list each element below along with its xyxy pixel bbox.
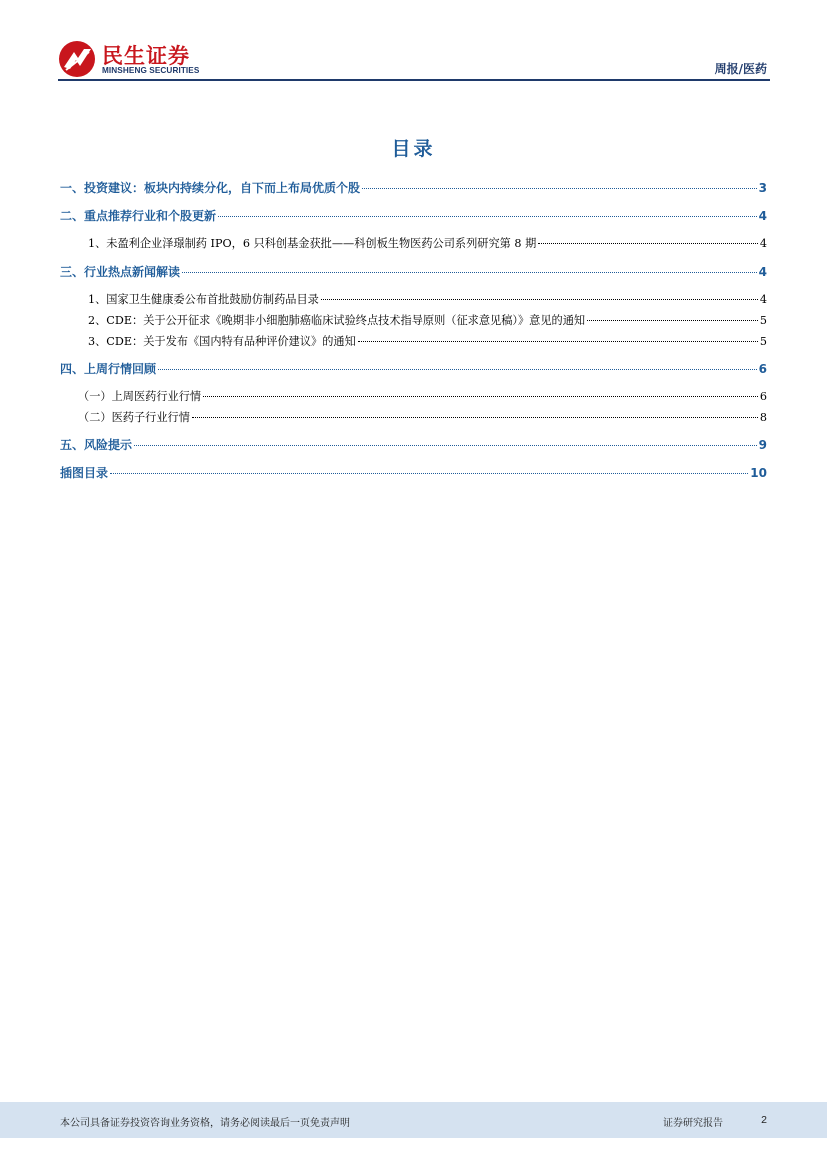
toc-entry[interactable] <box>60 180 767 196</box>
toc-entry[interactable] <box>88 313 767 329</box>
toc-entry-page: 9 <box>758 438 767 452</box>
toc-leader-dots <box>218 215 757 217</box>
toc-leader-dots <box>538 242 758 244</box>
toc-entry-label: 一、投资建议：板块内持续分化，自下而上布局优质个股 <box>60 181 361 195</box>
toc-entry[interactable] <box>78 389 767 405</box>
toc-leader-dots <box>321 298 758 300</box>
toc-entry[interactable] <box>60 264 767 280</box>
toc-entry-page: 8 <box>759 411 767 424</box>
toc-entry-page: 5 <box>759 314 767 327</box>
toc-title: 目录 <box>391 138 436 160</box>
toc-leader-dots <box>192 416 758 418</box>
toc-entry-label: 二、重点推荐行业和个股更新 <box>60 209 217 223</box>
toc-entry-label: （二）医药子行业行情 <box>78 411 190 424</box>
toc-entry-page: 3 <box>758 181 767 195</box>
toc-entry-label: 3、CDE：关于发布《国内特有品种评价建议》的通知 <box>88 335 356 348</box>
toc-entry[interactable] <box>60 208 767 224</box>
toc-entry-page: 6 <box>758 362 767 376</box>
toc-entry-label: （一）上周医药行业行情 <box>78 390 202 403</box>
toc-leader-dots <box>358 340 758 342</box>
report-section-label: 周报/医药 <box>714 62 767 76</box>
toc-entry-label: 三、行业热点新闻解读 <box>60 265 181 279</box>
toc-leader-dots <box>362 187 757 189</box>
header-divider <box>58 79 770 81</box>
minsheng-logo-icon <box>58 40 96 78</box>
footer-disclaimer: 本公司具备证券投资咨询业务资格，请务必阅读最后一页免责声明 <box>60 1118 350 1129</box>
toc-entry-label: 1、未盈利企业泽璟制药 IPO，6 只科创基金获批——科创板生物医药公司系列研究第 8 期 <box>88 237 537 250</box>
toc-entry-page: 10 <box>750 466 767 480</box>
footer-doc-type: 证券研究报告 <box>663 1118 723 1129</box>
toc-leader-dots <box>158 368 757 370</box>
toc-entry[interactable] <box>88 292 767 308</box>
toc-leader-dots <box>203 395 758 397</box>
toc-entry-page: 4 <box>759 293 767 306</box>
toc-entry-label: 五、风险提示 <box>60 438 133 452</box>
toc-leader-dots <box>587 319 758 321</box>
toc-entry-label: 2、CDE：关于公开征求《晚期非小细胞肺癌临床试验终点技术指导原则（征求意见稿）》意见的通知 <box>88 314 586 327</box>
toc-entry[interactable] <box>78 410 767 426</box>
toc-leader-dots <box>182 271 757 273</box>
toc-entry[interactable] <box>60 437 767 453</box>
toc-entry[interactable] <box>60 465 767 481</box>
toc-entry-page: 4 <box>759 237 767 250</box>
toc-entry-label: 四、上周行情回顾 <box>60 362 157 376</box>
footer-page-number: 2 <box>761 1114 767 1126</box>
page-header <box>0 0 827 84</box>
toc-entry-page: 4 <box>758 265 767 279</box>
toc-entry[interactable] <box>88 334 767 350</box>
logo-chinese-text: 民生证券 <box>102 44 190 68</box>
toc-entry[interactable] <box>60 361 767 377</box>
toc-entry-label: 1、国家卫生健康委公布首批鼓励仿制药品目录 <box>88 293 319 306</box>
toc-leader-dots <box>134 444 757 446</box>
logo-english-text: MINSHENG SECURITIES <box>102 66 200 75</box>
company-logo <box>58 40 218 80</box>
toc-entry-page: 5 <box>759 335 767 348</box>
toc-entry-page: 4 <box>758 209 767 223</box>
toc-leader-dots <box>110 472 748 474</box>
toc-entry-label: 插图目录 <box>60 466 109 480</box>
toc-entry-page: 6 <box>759 390 767 403</box>
toc-entry[interactable] <box>88 236 767 252</box>
